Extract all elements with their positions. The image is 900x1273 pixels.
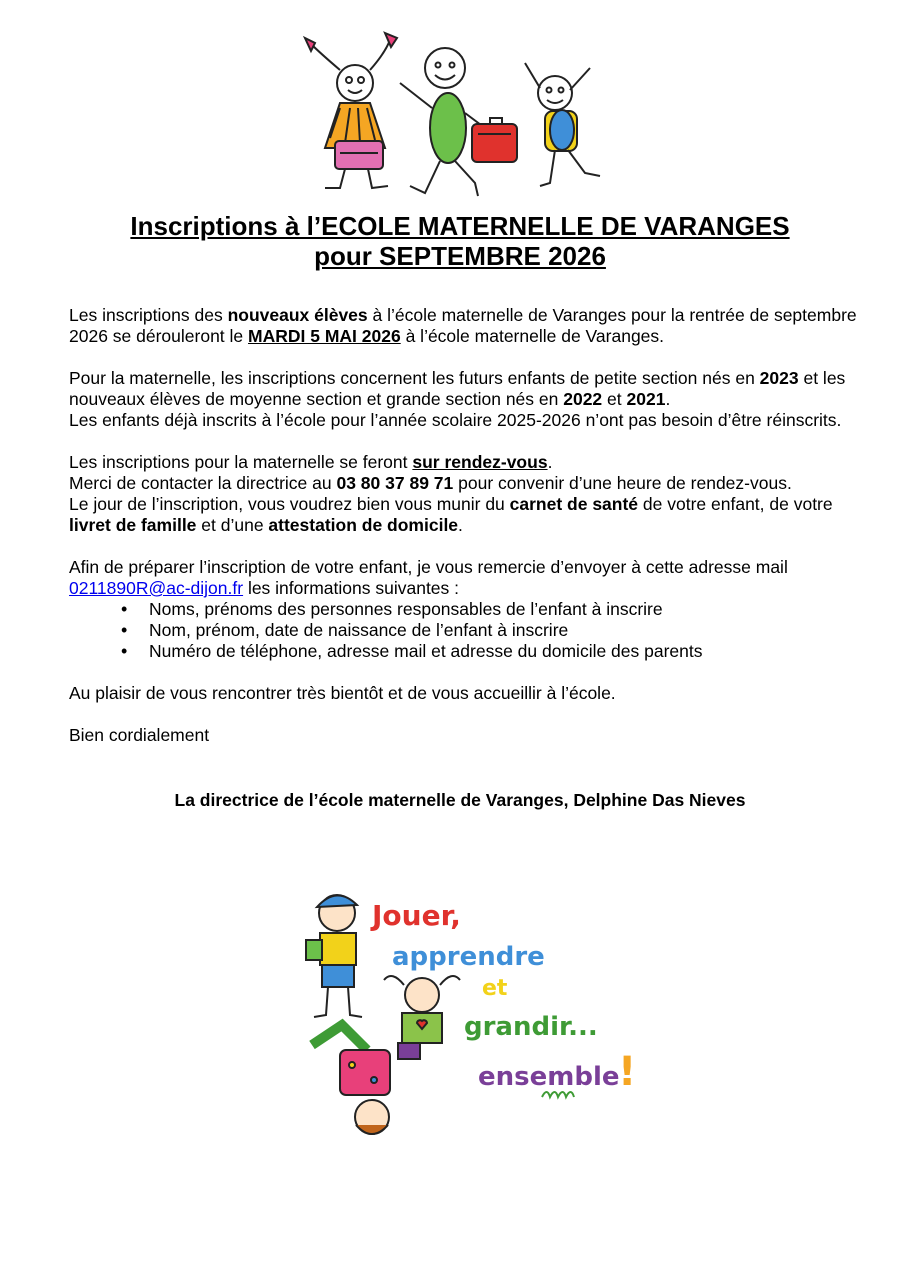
bold-new-pupils: nouveaux élèves xyxy=(227,305,368,325)
year-2023: 2023 xyxy=(759,368,799,388)
text: . xyxy=(458,515,463,535)
boy-figure xyxy=(400,48,517,196)
list-item: • Numéro de téléphone, adresse mail et adresse du domicile des parents xyxy=(149,641,869,662)
slogan-illustration xyxy=(292,885,647,1145)
paragraph-eligibility xyxy=(69,368,869,410)
text: et d’une xyxy=(196,515,269,535)
slogan-word-2: apprendre xyxy=(392,942,545,972)
signature: La directrice de l’école maternelle de Varanges, Delphine Das Nieves xyxy=(174,790,746,810)
text: . xyxy=(665,389,671,409)
kids-illustration xyxy=(300,28,610,198)
text: à l’école maternelle de Varanges. xyxy=(400,326,665,346)
text: Merci de contacter la directrice au xyxy=(69,473,337,493)
paragraph-email-request xyxy=(69,557,869,599)
closing-line: Au plaisir de vous rencontrer très bientôt et de vous accueillir à l’école. xyxy=(69,683,616,703)
text: Les inscriptions des xyxy=(69,305,228,325)
list-item: • Nom, prénom, date de naissance de l’enfant à inscrire xyxy=(149,620,869,641)
registration-date: MARDI 5 MAI 2026 xyxy=(248,326,401,346)
text: de votre enfant, de votre xyxy=(638,494,833,514)
text: les informations suivantes : xyxy=(243,578,460,598)
paragraph-documents xyxy=(69,494,869,536)
paragraph-already-enrolled: Les enfants déjà inscrits à l’école pour l’année scolaire 2025-2026 n’ont pas besoin d’être réinscrits. xyxy=(69,410,842,430)
text: Afin de préparer l’inscription de votre enfant, je vous remercie d’envoyer à cette adresse mail xyxy=(69,557,788,577)
jumping-boy-figure xyxy=(525,63,600,186)
doc-health-record: carnet de santé xyxy=(509,494,639,514)
slogan-word-3: et xyxy=(482,976,508,1001)
appointment-only: sur rendez-vous xyxy=(412,452,548,472)
list-item: • Noms, prénoms des personnes responsables de l’enfant à inscrire xyxy=(149,599,869,620)
year-2022: 2022 xyxy=(563,389,603,409)
email-link[interactable]: 0211890R@ac-dijon.fr xyxy=(69,578,244,598)
text: et xyxy=(602,389,627,409)
paragraph-registration-date xyxy=(69,305,869,347)
text: à l’école maternelle de Varanges pour la rentrée de septembre 2026 se dérouleront le xyxy=(69,305,857,346)
text: pour convenir d’une heure de rendez-vous. xyxy=(453,473,792,493)
girl-figure xyxy=(384,976,460,1059)
title-line-2: pour SEPTEMBRE 2026 xyxy=(314,241,606,271)
kid-with-cap-figure xyxy=(306,895,362,1017)
info-list xyxy=(69,599,869,662)
page-title xyxy=(0,211,900,271)
slogan-word-4: grandir... xyxy=(464,1012,598,1042)
text: . xyxy=(547,452,553,472)
regards-line: Bien cordialement xyxy=(69,725,210,745)
doc-family-booklet: livret de famille xyxy=(69,515,197,535)
slogan-word-6: ! xyxy=(618,1049,637,1095)
text: et les nouveaux élèves de moyenne section et grande section nés en xyxy=(69,368,846,409)
slogan-word-1: Jouer, xyxy=(372,899,461,932)
doc-proof-of-address: attestation de domicile xyxy=(268,515,459,535)
grass-icon xyxy=(542,1092,574,1097)
slogan-word-5: ensemble xyxy=(478,1062,620,1092)
girl-figure xyxy=(305,33,397,188)
letter-body xyxy=(69,305,869,746)
paragraph-appointment xyxy=(69,452,869,473)
paragraph-contact xyxy=(69,473,869,494)
year-2021: 2021 xyxy=(626,389,666,409)
phone-number: 03 80 37 89 71 xyxy=(336,473,454,493)
text: Les inscriptions pour la maternelle se feront xyxy=(69,452,413,472)
text: Le jour de l’inscription, vous voudrez bien vous munir du xyxy=(69,494,510,514)
title-line-1: Inscriptions à l’ECOLE MATERNELLE DE VARANGES xyxy=(130,211,790,241)
text: Pour la maternelle, les inscriptions concernent les futurs enfants de petite section nés en xyxy=(69,368,760,388)
upside-down-kid-figure xyxy=(312,1025,390,1134)
